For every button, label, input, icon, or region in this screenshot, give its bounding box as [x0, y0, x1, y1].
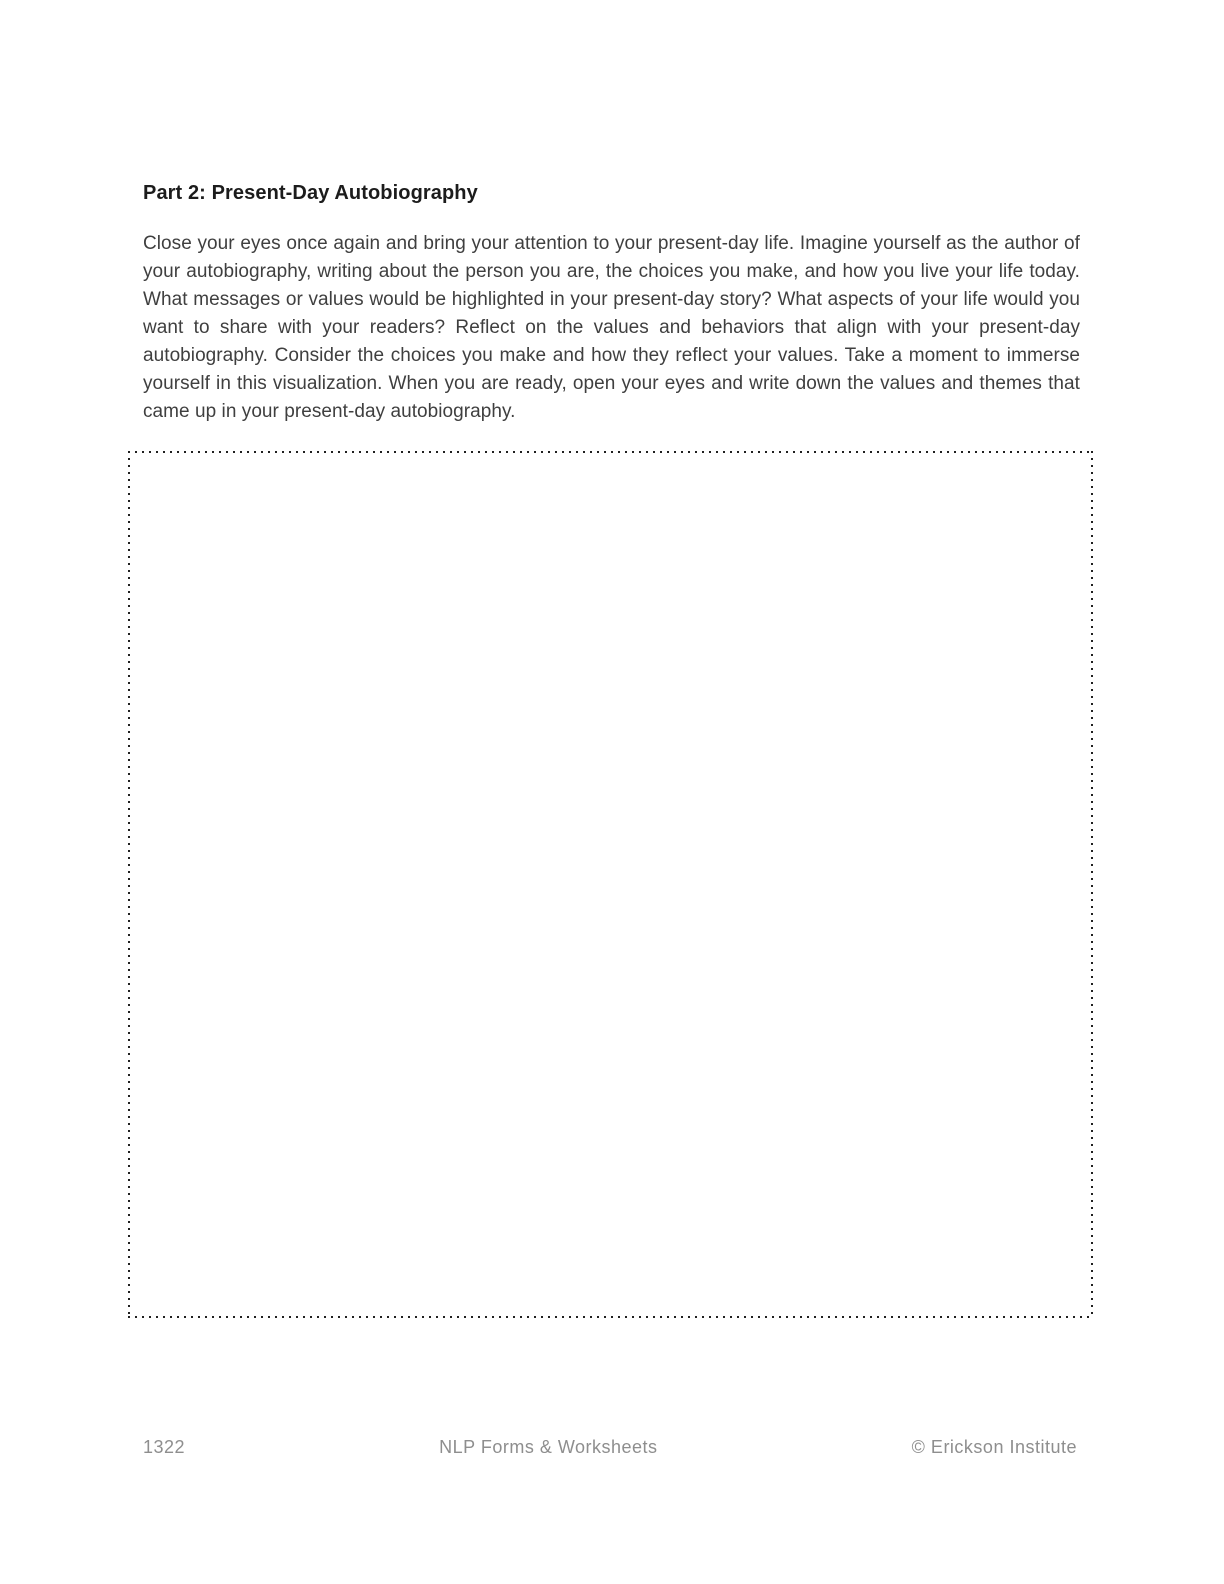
footer-document-title: NLP Forms & Worksheets: [439, 1437, 658, 1457]
instructions-paragraph: Close your eyes once again and bring your attention to your present-day life. Imagine yourself as the author of your autobiography, writing about the person you are, the choices you make, and how you live your life today. What messages or values would be highlighted in your present-day story? What aspects of your life would you want to share with your readers? Reflect on the values and behaviors that align with your present-day autobiography. Consider the choices you make and how they reflect your values. Take a moment to immerse yourself in this visualization. When you are ready, open your eyes and write down the values and themes that came up in your present-day autobiography.: [143, 233, 1080, 422]
section-heading: Part 2: Present-Day Autobiography: [143, 182, 478, 204]
footer-copyright: © Erickson Institute: [911, 1437, 1077, 1457]
footer-page-number: 1322: [143, 1437, 186, 1457]
page-footer: [143, 1436, 1077, 1458]
writing-area[interactable]: [128, 451, 1093, 1318]
